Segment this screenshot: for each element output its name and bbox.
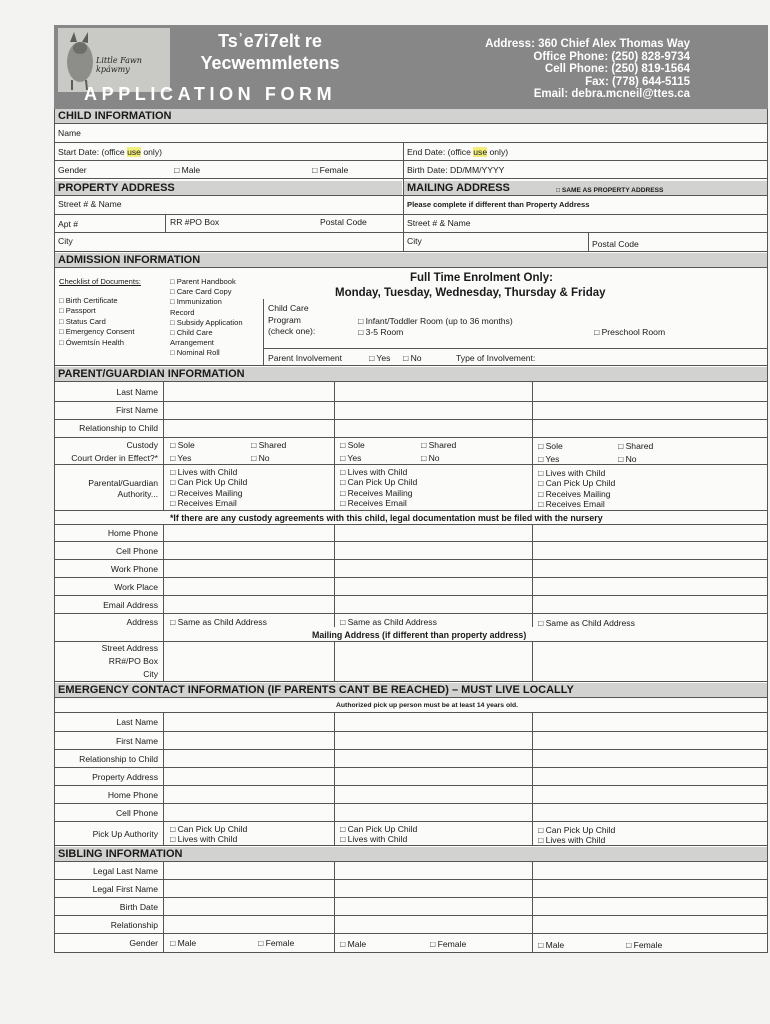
gender-female-checkbox[interactable]: □ Female [312,165,349,175]
logo-text: Little Fawn kpáwmy [96,56,142,74]
doc-subsidy[interactable]: □ Subsidy Application [170,317,243,327]
same-child-address-2[interactable]: □ Same as Child Address [340,617,437,627]
same-child-address-1[interactable]: □ Same as Child Address [170,617,267,627]
can-pick-up-3[interactable]: □ Can Pick Up Child [538,478,616,489]
custody-shared-2[interactable]: □ Shared [421,440,457,450]
custody-shared-1[interactable]: □ Shared [251,440,287,450]
custody-shared-3[interactable]: □ Shared [618,441,654,451]
custody-sole-3[interactable]: □ Sole [538,441,563,451]
emergency-lives-1[interactable]: □ Lives with Child [170,834,238,845]
guardian-heading: PARENT/GUARDIAN INFORMATION [58,368,245,380]
address-label: Address [126,617,158,627]
admission-heading: ADMISSION INFORMATION [58,254,201,266]
sibling-female-1[interactable]: □ Female [258,938,295,948]
custody-sole-2[interactable]: □ Sole [340,440,365,450]
street-address-label: Street Address [101,643,158,653]
emergency-note: Authorized pick up person must be at least 14 years old. [336,702,519,709]
gender-male-checkbox[interactable]: □ Male [174,165,201,175]
infant-toddler-checkbox[interactable]: □ Infant/Toddler Room (up to 36 months) [358,316,513,326]
mailing-street-label: Street # & Name [407,218,471,228]
property-street-label: Street # & Name [58,199,122,209]
receives-email-2[interactable]: □ Receives Email [340,498,407,509]
sibling-birth-label: Birth Date [119,902,158,912]
cell-phone-label: Cell Phone [115,546,158,556]
docs-list-right [170,277,243,359]
office-phone: Office Phone: (250) 828-9734 [533,50,690,63]
sibling-female-3[interactable]: □ Female [626,940,663,950]
child-name-label: Name [58,128,81,138]
property-rr-label: RR #PO Box [170,217,220,227]
start-date-label: Start Date: (office use only) [58,147,162,157]
authority-options-1 [170,467,247,509]
sibling-gender-label: Gender [129,938,158,948]
emergency-can-pick-2[interactable]: □ Can Pick Up Child [340,824,418,834]
sibling-relationship-label: Relationship [110,920,158,930]
guardian-relationship-label: Relationship to Child [79,423,158,433]
court-no-1[interactable]: □ No [251,453,270,463]
property-city-label: City [58,236,73,246]
doc-immunization[interactable]: □ Immunization [170,297,222,307]
guardian-last-name-label: Last Name [116,387,158,397]
program-label: Child Care Program (check one): [268,303,316,336]
checklist-label: Checklist of Documents: [59,277,141,286]
mailing-heading: MAILING ADDRESS [407,182,510,194]
room-3-5-checkbox[interactable]: □ 3-5 Room [358,327,404,337]
docs-list-left [59,296,135,348]
child-heading: CHILD INFORMATION [58,110,172,122]
lives-with-child-2[interactable]: □ Lives with Child [340,467,408,477]
sibling-male-3[interactable]: □ Male [538,940,565,950]
court-yes-2[interactable]: □ Yes [340,453,362,463]
court-yes-3[interactable]: □ Yes [538,454,560,464]
address-text: Address: 360 Chief Alex Thomas Way [485,38,690,50]
parent-involvement-label: Parent Involvement [268,353,343,363]
emergency-heading: EMERGENCY CONTACT INFORMATION (IF PARENTS CANT BE REACHED) – MUST LIVE LOCALLY [58,684,574,696]
sibling-female-2[interactable]: □ Female [430,939,467,949]
court-no-3[interactable]: □ No [618,454,637,464]
emergency-can-pick-3[interactable]: □ Can Pick Up Child [538,825,616,835]
property-apt-label: Apt # [58,219,79,229]
form-title: APPLICATION FORM [84,84,337,104]
pickup-options-2 [340,824,417,845]
mailing-city-label: City [407,236,422,246]
cell-phone: Cell Phone: (250) 819-1564 [544,63,690,76]
mailing-postal-label: Postal Code [592,239,639,249]
work-phone-label: Work Phone [110,564,158,574]
doc-birth-certificate[interactable]: □ Birth Certificate [59,296,118,305]
doc-immunization-record: Record [170,307,195,317]
mailing-note: Please complete if different than Property Address [407,200,590,209]
involvement-type-label: Type of Involvement: [456,353,536,363]
gender-label: Gender [58,165,87,175]
authority-options-2 [340,467,417,509]
sibling-heading: SIBLING INFORMATION [58,848,183,860]
full-time-label: Full Time Enrolment Only: [410,272,553,284]
lives-with-child-3[interactable]: □ Lives with Child [538,468,606,478]
doc-nominal-roll[interactable]: □ Nominal Roll [170,348,220,358]
custody-sole-1[interactable]: □ Sole [170,440,195,450]
home-phone-label: Home Phone [107,528,158,538]
organization-name: Tsʾe7i7elt re Yecwemmletens [200,31,340,73]
can-pick-up-1[interactable]: □ Can Pick Up Child [170,477,248,488]
receives-email-3[interactable]: □ Receives Email [538,499,605,510]
birth-date-label: Birth Date: DD/MM/YYYY [407,165,505,175]
emergency-property-label: Property Address [92,772,158,782]
pickup-options-3 [538,825,615,846]
receives-email-1[interactable]: □ Receives Email [170,498,237,509]
email: Email: debra.mcneil@ttes.ca [533,88,690,101]
city-label: City [143,669,158,679]
same-child-address-3[interactable]: □ Same as Child Address [538,618,635,628]
emergency-lives-2[interactable]: □ Lives with Child [340,834,408,845]
doc-child-care[interactable]: □ Child Care [170,328,213,338]
fax: Fax: (778) 644-5115 [585,75,690,88]
rr-po-box-label: RR#/PO Box [108,656,158,666]
contact-block [400,38,690,101]
receives-mailing-2[interactable]: □ Receives Mailing [340,487,413,498]
court-yes-1[interactable]: □ Yes [170,453,192,463]
doc-parent-handbook[interactable]: □ Parent Handbook [170,277,236,286]
sibling-last-label: Legal Last Name [93,866,158,876]
custody-note: *If there are any custody agreements with this child, legal documentation must be filed with the nursery [170,513,603,523]
doc-emergency-consent[interactable]: □ Emergency Consent [59,327,135,337]
emergency-home-phone-label: Home Phone [107,790,158,800]
doc-arrangement: Arrangement [170,338,214,348]
emergency-lives-3[interactable]: □ Lives with Child [538,835,606,846]
lives-with-child-1[interactable]: □ Lives with Child [170,467,238,477]
pickup-authority-label: Pick Up Authority [92,829,158,839]
sibling-male-1[interactable]: □ Male [170,938,197,948]
receives-mailing-1[interactable]: □ Receives Mailing [170,487,243,498]
emergency-can-pick-1[interactable]: □ Can Pick Up Child [170,824,248,834]
doc-passport[interactable]: □ Passport [59,306,96,316]
involvement-yes-checkbox[interactable]: □ Yes [369,353,391,363]
sibling-first-label: Legal First Name [92,884,158,894]
custody-label: Custody [126,440,158,450]
authority-label: Parental/Guardian Authority... [88,478,158,499]
end-date-label: End Date: (office use only) [407,147,509,157]
involvement-no-checkbox[interactable]: □ No [403,353,422,363]
sibling-male-2[interactable]: □ Male [340,939,367,949]
enrolment-days: Monday, Tuesday, Wednesday, Thursday & Friday [335,287,606,299]
emergency-last-name-label: Last Name [116,717,158,727]
guardian-first-name-label: First Name [115,405,158,415]
can-pick-up-2[interactable]: □ Can Pick Up Child [340,477,418,488]
emergency-relationship-label: Relationship to Child [79,754,158,764]
emergency-first-name-label: First Name [115,736,158,746]
doc-care-card[interactable]: □ Care Card Copy [170,287,232,297]
court-no-2[interactable]: □ No [421,453,440,463]
property-heading: PROPERTY ADDRESS [58,182,175,194]
receives-mailing-3[interactable]: □ Receives Mailing [538,488,611,499]
email-address-label: Email Address [103,600,158,610]
work-place-label: Work Place [114,582,158,592]
pickup-options-1 [170,824,247,845]
preschool-room-checkbox[interactable]: □ Preschool Room [594,327,666,337]
emergency-cell-phone-label: Cell Phone [115,808,158,818]
property-postal-label: Postal Code [320,217,367,227]
same-as-property-checkbox[interactable]: □ SAME AS PROPERTY ADDRESS [556,187,664,194]
doc-status-card[interactable]: □ Status Card [59,316,106,326]
doc-owemtsin-health[interactable]: □ Ówemtsín Health [59,337,124,347]
authority-options-3 [538,468,615,510]
mailing-address-note: Mailing Address (if different than property address) [312,630,527,640]
court-order-label: Court Order in Effect?* [71,453,158,463]
